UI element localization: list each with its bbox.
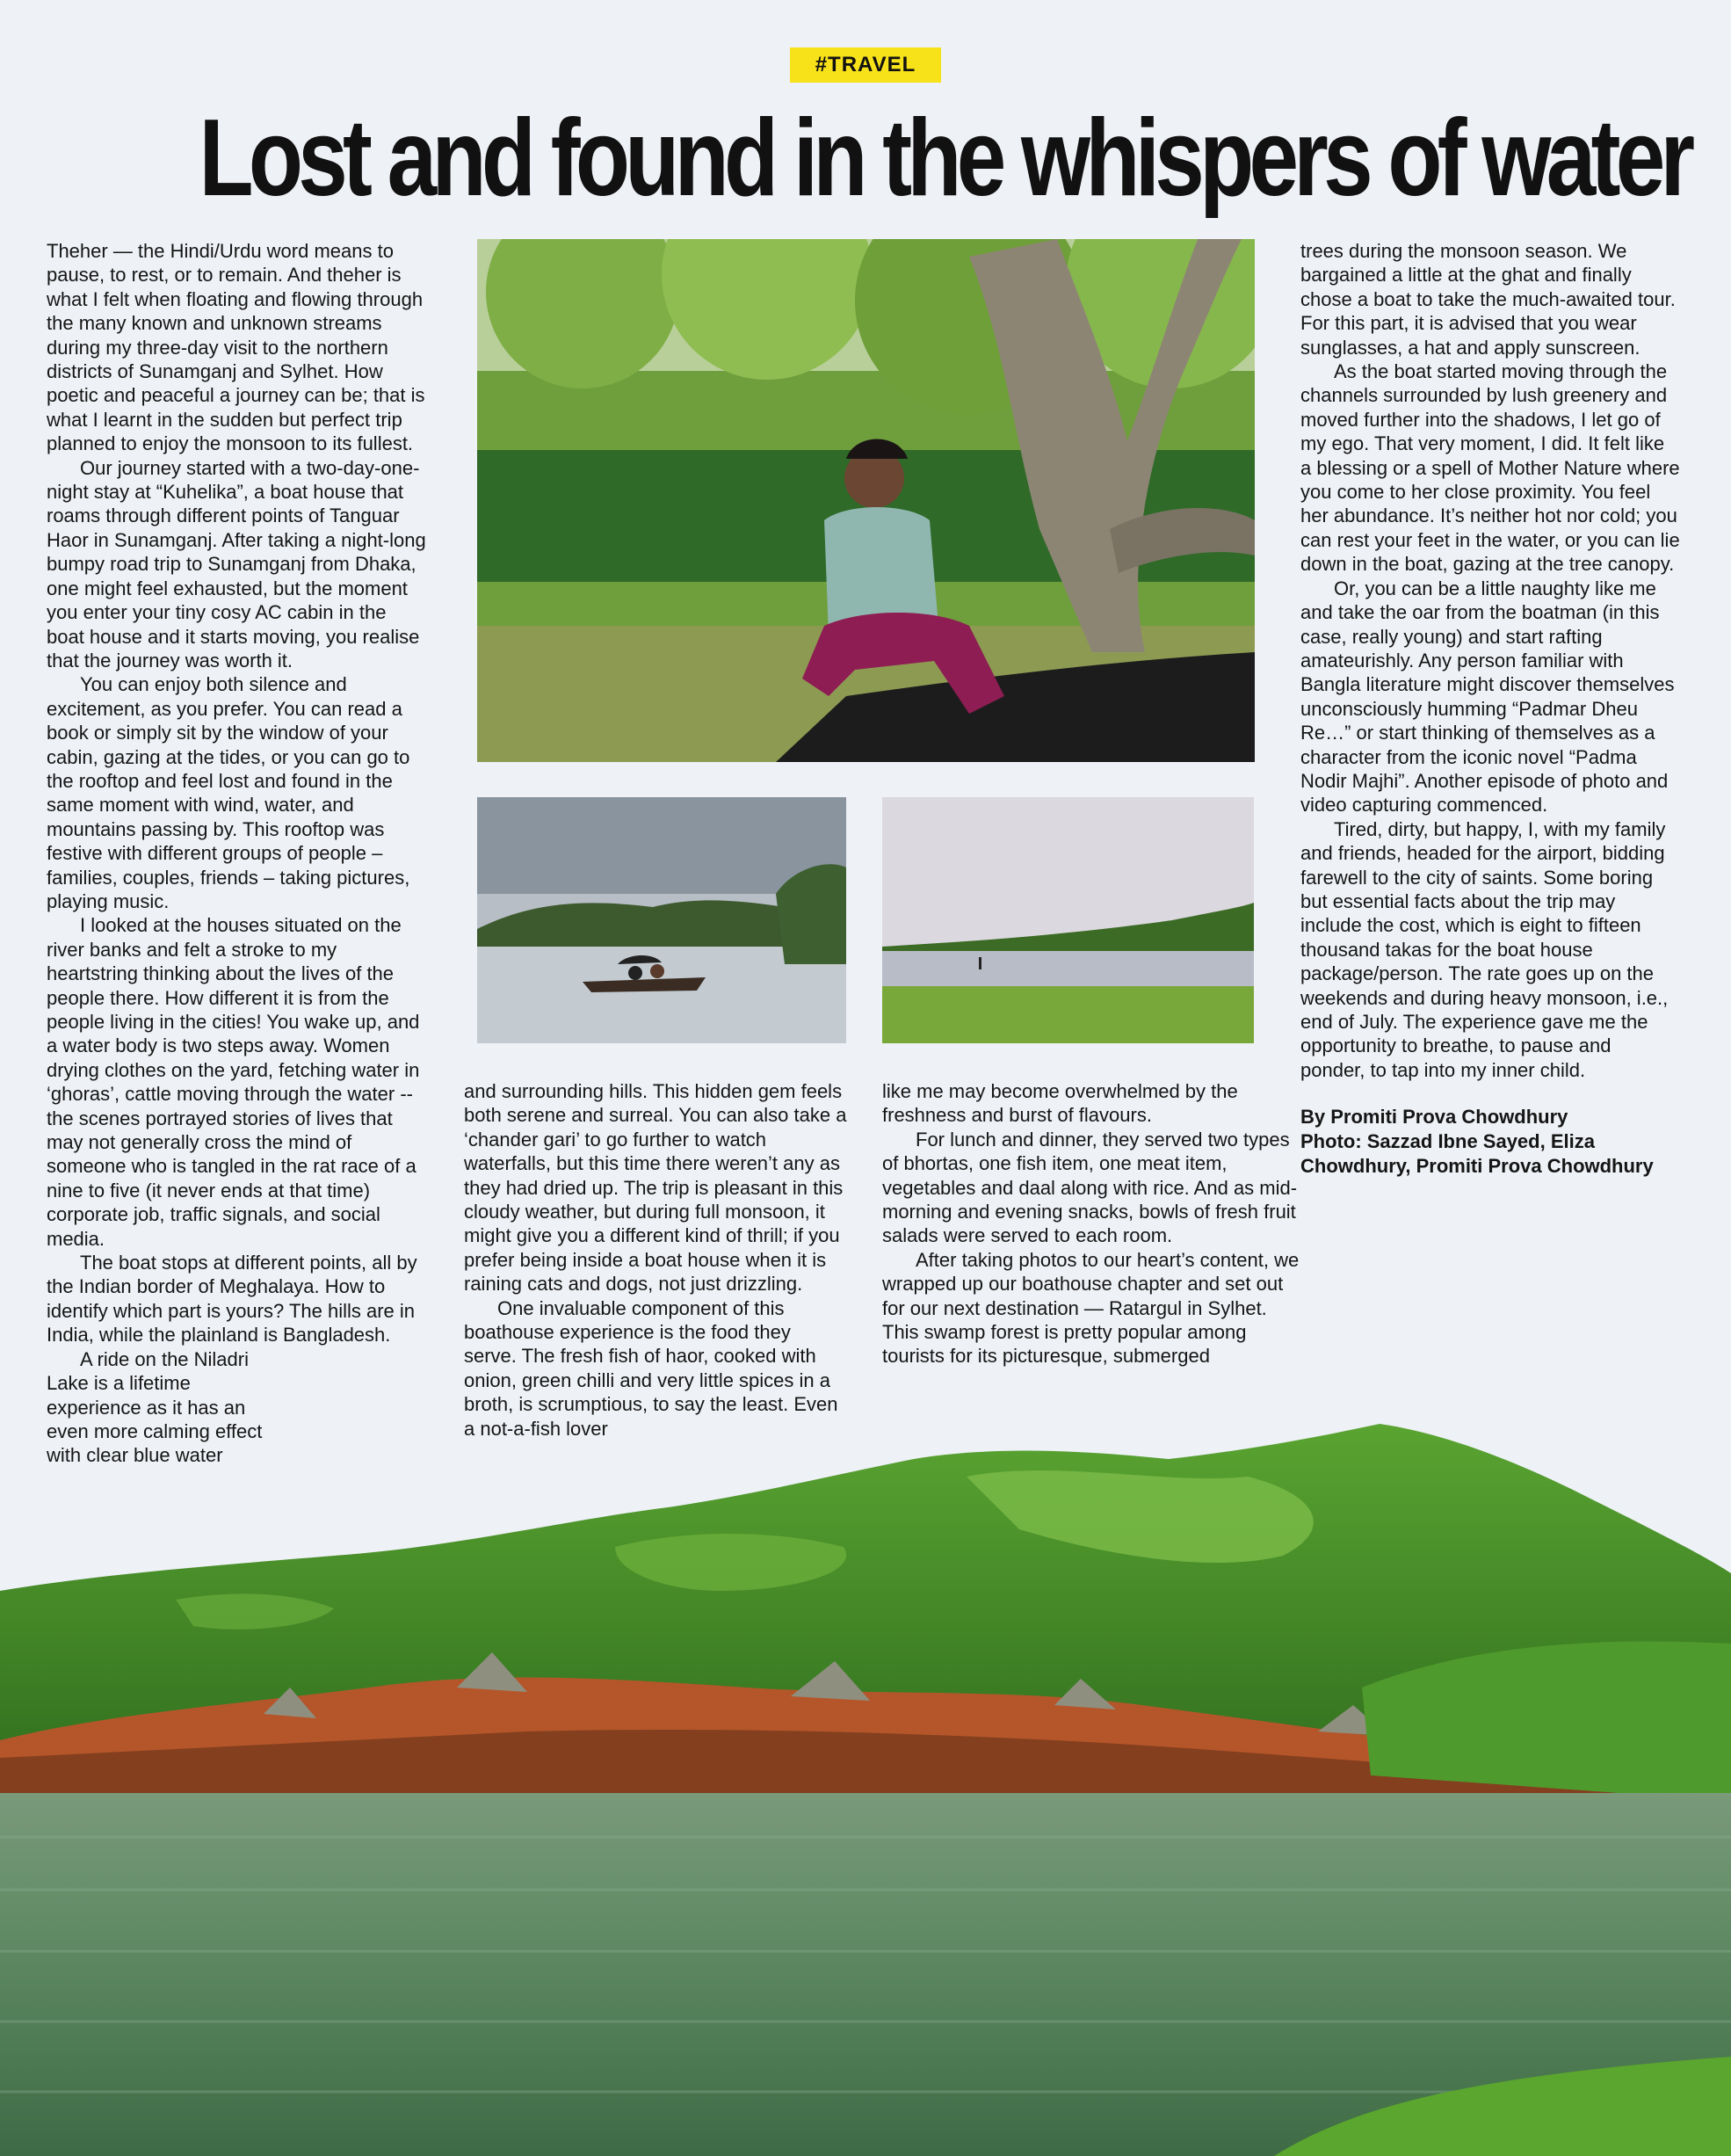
author-credit: By Promiti Prova Chowdhury bbox=[1300, 1106, 1568, 1129]
boat-rain-photo bbox=[477, 797, 846, 1043]
paragraph: Or, you can be a little naughty like me and take the oar from the boatman (in this case, really young) and start rafting amateurishly. Any person familiar with Bangla literature might discover themselves unconsciously humming “Padmar Dheu Re…” or start thinking of themselves as a character from the iconic novel “Padma Nodir Majhi”. Another episode of photo and video capturing commenced. bbox=[1300, 577, 1675, 817]
hills-lake-photo bbox=[0, 1424, 1731, 2156]
paragraph: I looked at the houses situated on the river banks and felt a stroke to my heartstring thinking about the lives of the people there. How different it is from the people living in the cities! You wake up, and a water body is two steps away. Women drying clothes on the yard, fetching water in ‘ghoras’, cattle moving through the water -- the scenes portrayed stories of lives that may not generally cross the mind of someone who is tangled in the rat race of a nine to five (it never ends at that time) corporate job, traffic signals, and social media. bbox=[47, 914, 420, 1250]
text-column-1 bbox=[47, 239, 426, 1468]
paragraph: For lunch and dinner, they served two types of bhortas, one fish item, one meat item, vegetables and daal along with rice. And as mid-morning and evening snacks, bowls of fresh fruit salads were served to each room. bbox=[882, 1128, 1298, 1247]
paragraph: Our journey started with a two-day-one-night stay at “Kuhelika”, a boat house that roams through different points of Tanguar Haor in Sunamganj. After taking a night-long bumpy road trip to Sunamganj from Dhaka, one might feel exhausted, but the moment you enter your tiny cosy AC cabin in the boat house and it starts moving, you realise that the journey was worth it. bbox=[47, 456, 426, 671]
paragraph: and surrounding hills. This hidden gem feels both serene and surreal. You can also take a ‘chander gari’ to go further to watch waterfalls, but this time there weren’t any as they had dried up. The trip is pleasant in this cloudy weather, but during full monsoon, it might give you a different kind of thrill; if you prefer being inside a boat house when it is raining cats and dogs, not just drizzling. bbox=[464, 1080, 847, 1296]
text-column-3 bbox=[882, 1079, 1302, 1368]
paragraph: A ride on the Niladri Lake is a lifetime experience as it has an even more calming effect with clear blue water bbox=[47, 1347, 263, 1467]
paragraph: One invaluable component of this boathouse experience is the food they serve. The fresh fish of haor, cooked with onion, green chilli and very little spices in a broth, is scrumptious, to say the least. Even a not-a-fish lover bbox=[464, 1296, 838, 1440]
paragraph: After taking photos to our heart’s content, we wrapped up our boathouse chapter and set out for our next destination — Ratargul in Sylhet. This swamp forest is pretty popular among tourists for its picturesque, submerged bbox=[882, 1248, 1300, 1368]
paragraph: You can enjoy both silence and excitement, as you prefer. You can read a book or simply sit by the window of your cabin, gazing at the tides, or you can go to the rooftop and feel lost and found in the same moment with wind, water, and mountains passing by. This rooftop was festive with different groups of people – families, couples, friends – taking pictures, playing music. bbox=[47, 673, 410, 912]
text-column-4 bbox=[1300, 239, 1680, 1179]
byline bbox=[1300, 1105, 1680, 1179]
paragraph: Theher — the Hindi/Urdu word means to pause, to rest, or to remain. And theher is what I felt when floating and flowing through the many known and unknown streams during my three-day visit to the northern districts of Sunamganj and Sylhet. How poetic and peaceful a journey can be; that is what I learnt in the sudden but perfect trip planned to enjoy the monsoon to its fullest. bbox=[47, 240, 425, 455]
swamp-forest-photo bbox=[477, 239, 1255, 762]
text-column-2 bbox=[464, 1079, 848, 1441]
paragraph: trees during the monsoon season. We bargained a little at the ghat and finally chose a boat to take the much-awaited tour. For this part, it is advised that you wear sunglasses, a hat and apply sunscreen. bbox=[1300, 240, 1676, 359]
paragraph: As the boat started moving through the channels surrounded by lush greenery and moved further into the shadows, I let go of my ego. That very moment, I did. It felt like a blessing or a spell of Mother Nature where you come to her close proximity. You feel her abundance. It’s neither hot nor cold; you can rest your feet in the water, or you can lie down in the boat, gazing at the tree canopy. bbox=[1300, 360, 1680, 576]
section-tag: #TRAVEL bbox=[790, 47, 941, 83]
paragraph: The boat stops at different points, all by the Indian border of Meghalaya. How to identify which part is yours? The hills are in India, while the plainland is Bangladesh. bbox=[47, 1252, 417, 1347]
photo-credit: Photo: Sazzad Ibne Sayed, Eliza Chowdhury, Promiti Prova Chowdhury bbox=[1300, 1130, 1654, 1178]
niladri-lake-photo bbox=[882, 797, 1254, 1043]
paragraph: Tired, dirty, but happy, I, with my family and friends, headed for the airport, bidding farewell to the city of saints. Some boring but essential facts about the trip may include the cost, which is eight to fifteen thousand takas for the boat house package/person. The rate goes up on the weekends and during heavy monsoon, i.e., end of July. The experience gave me the opportunity to breathe, to pause and ponder, to tap into my inner child. bbox=[1300, 817, 1669, 1081]
paragraph: like me may become overwhelmed by the freshness and burst of flavours. bbox=[882, 1080, 1238, 1127]
headline: Lost and found in the whispers of water bbox=[199, 98, 1691, 219]
